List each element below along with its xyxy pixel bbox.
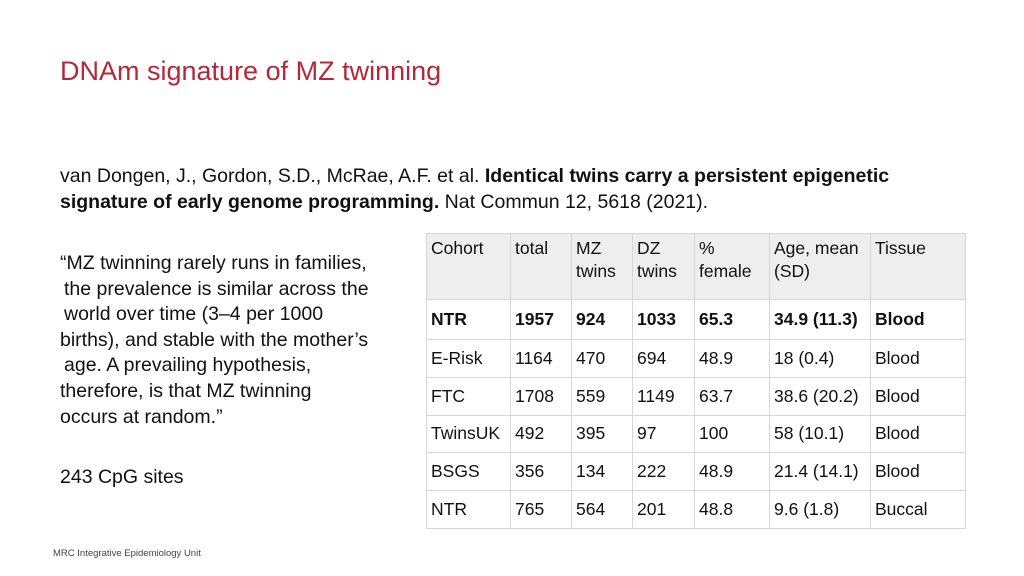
quote-line: age. A prevailing hypothesis, <box>64 354 312 377</box>
cell-dz: 222 <box>633 453 695 491</box>
cell-dz: 1033 <box>633 300 695 340</box>
quote-line: occurs at random.” <box>60 405 223 428</box>
cell-tissue: Blood <box>871 453 966 491</box>
cell-female: 63.7 <box>695 377 770 415</box>
table-row <box>427 300 966 340</box>
cell-mz: 924 <box>572 300 633 340</box>
cell-female: 48.8 <box>695 491 770 529</box>
cell-cohort: NTR <box>427 300 511 340</box>
cell-cohort: NTR <box>427 491 511 529</box>
table-row <box>427 340 966 378</box>
header-tissue: Tissue <box>871 234 966 300</box>
cell-total: 492 <box>511 415 572 453</box>
header-dz-twins: DZ twins <box>633 234 695 300</box>
cell-mz: 559 <box>572 377 633 415</box>
cell-age: 38.6 (20.2) <box>770 377 871 415</box>
cell-age: 34.9 (11.3) <box>770 300 871 340</box>
citation-journal: Nat Commun 12, 5618 (2021). <box>439 191 709 213</box>
cell-female: 48.9 <box>695 453 770 491</box>
cell-age: 58 (10.1) <box>770 415 871 453</box>
quote-line: therefore, is that MZ twinning <box>60 379 312 402</box>
citation <box>60 163 940 215</box>
quote-line: births), and stable with the mother’s <box>60 328 369 351</box>
cell-age: 18 (0.4) <box>770 340 871 378</box>
cell-age: 21.4 (14.1) <box>770 453 871 491</box>
cell-female: 65.3 <box>695 300 770 340</box>
citation-authors: van Dongen, J., Gordon, S.D., McRae, A.F. et al. <box>60 165 485 187</box>
quote-line: world over time (3–4 per 1000 <box>64 303 324 326</box>
cell-age: 9.6 (1.8) <box>770 491 871 529</box>
cell-total: 765 <box>511 491 572 529</box>
cell-total: 356 <box>511 453 572 491</box>
citation-paper-title: Identical twins carry a persistent epigenetic signature of early genome programming. <box>60 165 890 213</box>
cell-mz: 564 <box>572 491 633 529</box>
cell-mz: 134 <box>572 453 633 491</box>
quote-line: the prevalence is similar across the <box>64 277 369 300</box>
header-total: total <box>511 234 572 300</box>
footer-text: MRC Integrative Epidemiology Unit <box>53 548 201 559</box>
cell-dz: 1149 <box>633 377 695 415</box>
cell-total: 1957 <box>511 300 572 340</box>
cell-cohort: E-Risk <box>427 340 511 378</box>
cell-cohort: TwinsUK <box>427 415 511 453</box>
cell-female: 48.9 <box>695 340 770 378</box>
table-row <box>427 415 966 453</box>
header-cohort: Cohort <box>427 234 511 300</box>
cell-mz: 470 <box>572 340 633 378</box>
table-row <box>427 491 966 529</box>
table-row <box>427 377 966 415</box>
slide-title: DNAm signature of MZ twinning <box>60 56 442 86</box>
cell-dz: 694 <box>633 340 695 378</box>
table-header-row <box>427 234 966 300</box>
cell-total: 1708 <box>511 377 572 415</box>
cell-tissue: Blood <box>871 340 966 378</box>
cohort-table <box>426 233 966 529</box>
cell-cohort: FTC <box>427 377 511 415</box>
table-row <box>427 453 966 491</box>
quote <box>60 251 420 430</box>
cell-cohort: BSGS <box>427 453 511 491</box>
cell-tissue: Blood <box>871 300 966 340</box>
cell-dz: 201 <box>633 491 695 529</box>
cell-female: 100 <box>695 415 770 453</box>
cell-total: 1164 <box>511 340 572 378</box>
header-percent-female: % female <box>695 234 770 300</box>
cell-tissue: Buccal <box>871 491 966 529</box>
cpg-sites-text: 243 CpG sites <box>60 466 184 488</box>
cell-tissue: Blood <box>871 377 966 415</box>
cell-tissue: Blood <box>871 415 966 453</box>
header-mz-twins: MZ twins <box>572 234 633 300</box>
cell-dz: 97 <box>633 415 695 453</box>
header-age: Age, mean (SD) <box>770 234 871 300</box>
quote-line: “MZ twinning rarely runs in families, <box>60 252 367 274</box>
cell-mz: 395 <box>572 415 633 453</box>
